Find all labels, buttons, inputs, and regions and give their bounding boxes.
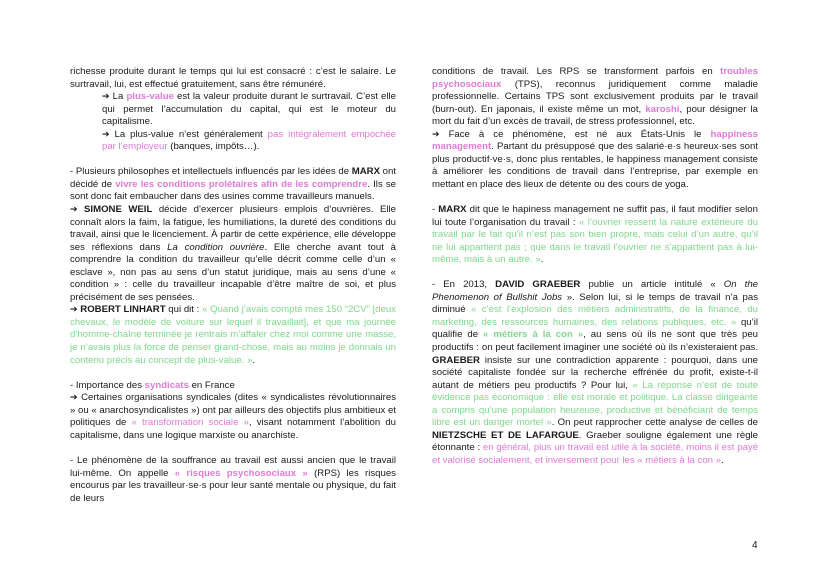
- text: , pour désigner la mort du fait d’un excès de travail, de stress professionnel, etc.: [432, 103, 758, 128]
- text: . Partant du présupposé que des salarié·e·s heureux·ses sont plus productif·ve·s, donc plus rentables, le happiness management consiste à améliorer les conditions de travail dans l’entreprise, par exemple en mettant en place des lieux de détente ou des cours de yoga.: [432, 141, 758, 190]
- highlight-plus-value: plus-value: [126, 91, 174, 103]
- highlight-happiness: happiness management: [432, 128, 758, 153]
- right-column: [432, 66, 758, 468]
- author-marx: MARX: [438, 204, 467, 216]
- highlight-karoshi: karoshi: [645, 103, 680, 115]
- author-simone-weil: SIMONE WEIL: [84, 204, 153, 216]
- text: . On peut rapprocher cette analyse de celles de: [551, 417, 758, 429]
- text: publie un article intitulé «: [580, 279, 724, 291]
- text: , visant notamment l’abolition du capitalisme, dans une logique marxiste ou anarchiste.: [70, 417, 396, 441]
- highlight-useful-work: en général, plus un travail est utile à la société, moins il est payé et valorisé socialement, et inversement pour les « métiers à la con »: [432, 442, 758, 466]
- author-marx: MARX: [351, 166, 380, 178]
- text: . Graeber souligne également une règle étonnante :: [432, 429, 758, 454]
- author-nietzsche-lafargue: NIETZSCHE ET DE LAFARGUE: [432, 429, 579, 441]
- arrow-icon: ➔: [70, 205, 78, 216]
- text: (RPS) les risques encourus par les travailleur·se·s pour leur santé mentale ou physique, du fait de leurs: [70, 467, 396, 504]
- paragraph-philosophers: [70, 166, 396, 204]
- text: .: [540, 254, 544, 266]
- arrow-icon: ➔: [70, 393, 78, 404]
- text: , au sens où ils ne sont que très peu productifs : on peut facilement imaginer une société où ils n’existeraient pas.: [432, 329, 758, 354]
- left-column: [70, 66, 396, 505]
- quote-graeber-2: « La réponse n’est de toute évidence pas économique : elle est morale et politique. La classe dirigeante a compris qu’une population heureuse, productive et bénéficiant de temps libre est un danger mortel »: [432, 379, 758, 429]
- arrow-icon: ➔: [102, 92, 110, 103]
- text: richesse produite durant le temps qui lui est consacré : c’est le salaire. Le surtravail, lui, est effectué gratuitement, sans être rémunéré.: [70, 66, 396, 90]
- arrow-icon: ➔: [102, 129, 110, 140]
- highlight-metiers: « métiers à la con »: [483, 329, 584, 341]
- quote-linhart: « Quand j’avais compté mes 150 “2CV” [deux chevaux, le modèle de voiture sur lequel il travaillait], et que ma journée d’homme-chaîne terminée je rentrais m’affaler chez moi comme une masse, je n’avais plus la force de penser grand-chose, mais au moins je donnais un contenu précis au concept de plus-value. »: [70, 304, 396, 366]
- page-number: 4: [752, 540, 758, 551]
- highlight-proletarian: vivre les conditions prolétaires afin de les comprendre: [115, 178, 368, 190]
- paragraph-salary: [70, 66, 396, 91]
- text: conditions de travail. Les RPS se transforment parfois en: [432, 66, 721, 77]
- text: insiste sur une contradiction apparente : pourquoi, dans une société capitaliste fondée sur la recherche effrénée du profit, existe-t-il autant de métiers peu productifs ? Pour lui,: [432, 354, 758, 391]
- paragraph-plus-value-not-kept: [70, 129, 396, 154]
- text: - Plusieurs philosophes et intellectuels influencés par les idées de: [70, 166, 352, 178]
- text: est la valeur produite durant le surtravail. C’est elle qui permet l’accumulation du capital, qui est le moteur du capitalisme.: [102, 91, 396, 128]
- arrow-icon: ➔: [432, 129, 440, 140]
- highlight-syndicats: syndicats: [144, 379, 189, 391]
- text: La plus-value n’est généralement: [109, 128, 268, 140]
- paragraph-linhart: [70, 304, 396, 367]
- text: . Ils se sont donc fait embaucher dans des usines comme travailleurs manuels.: [70, 178, 396, 203]
- text: . Elle cherche avant tout à comprendre la condition du travailleur qu’elle décrit comme celle d’un « esclave », non pas au sens d’un statut juridique, mais au sens d’une « condition » : celle du travailleur incapable d’être maître de soi, et plus précisément de ses pensées.: [70, 241, 396, 303]
- text: La: [109, 91, 127, 103]
- paragraph-happiness: [432, 129, 758, 192]
- paragraph-marx-organisation: [432, 204, 758, 267]
- paragraph-simone-weil: [70, 204, 396, 304]
- text: dit que le hapiness management ne suffit pas, il faut modifier selon lui toute l’organisation du travail :: [432, 204, 758, 228]
- text: ». Selon lui, si le temps de travail n’a pas diminué: [432, 291, 759, 316]
- paragraph-plus-value: [70, 91, 396, 129]
- quote-graeber-1: « c’est l’explosion des métiers administratifs, de la finance, du marketing, des ressources humaines, des relations publiques, etc. »: [432, 304, 758, 328]
- text: Face à ce phénomène, est né aux États-Unis le: [439, 128, 711, 140]
- arrow-icon: ➔: [70, 305, 78, 316]
- text: (TPS), reconnus juridiquement comme maladie professionnelle. Certains TPS sont exclusivement produits par le travail (burn-out). En japonais, il existe même un mot,: [432, 78, 758, 115]
- author-linhart: ROBERT LINHART: [80, 304, 166, 316]
- text: .: [252, 354, 256, 366]
- text: qu’il qualifie de: [432, 316, 759, 341]
- highlight-not-pocketed: pas intégralement empochée par l’employeur: [102, 128, 396, 153]
- author-graeber: DAVID GRAEBER: [495, 279, 581, 291]
- highlight-troubles: troubles psychosociaux: [432, 66, 758, 90]
- text: .: [721, 454, 724, 466]
- text: -: [432, 204, 439, 216]
- paragraph-graeber: [432, 279, 758, 467]
- highlight-transformation: « transformation sociale »: [131, 417, 249, 429]
- article-title: On the Phenomenon of Bullshit Jobs: [432, 279, 758, 303]
- text: (banques, impôts…).: [167, 141, 260, 153]
- paragraph-tps: [432, 66, 758, 129]
- paragraph-syndicats: [70, 380, 396, 393]
- highlight-rps: « risques psychosociaux »: [174, 467, 308, 479]
- paragraph-rps: [70, 455, 396, 505]
- paragraph-organisations: [70, 392, 396, 442]
- text: - Le phénomène de la souffrance au travail est aussi ancien que le travail lui-même. On appelle: [70, 454, 396, 479]
- text: ont décidé de: [70, 166, 397, 190]
- text: en France: [188, 379, 235, 391]
- text: Certaines organisations syndicales (dites « syndicalistes révolutionnaires » ou « anarchosyndicalistes ») ont par ailleurs des objectifs plus ambitieux et politiques de: [70, 392, 396, 429]
- text: - En 2013,: [432, 279, 496, 291]
- author-graeber-2: GRAEBER: [432, 354, 480, 366]
- book-title: La condition ouvrière: [167, 241, 265, 253]
- quote-marx: « l’ouvrier ressent la nature extérieure du travail par le fait qu’il n’est pas son bien propre, mais celui d’un autre, qu’il ne lui appartient pas ; que dans le travail l’ouvrier ne s’appartient pas à lui-même, mais à un autre. »: [432, 216, 758, 266]
- text: - Importance des: [70, 379, 145, 391]
- text: qui dit :: [165, 304, 203, 316]
- text: décide d’exercer plusieurs emplois d’ouvrières. Elle connaît alors la faim, la fatigue, les humiliations, la dureté des conditions du travail, ainsi que le licenciement. À partir de cette expérience, elle développe ses réflexions dans: [70, 204, 396, 253]
